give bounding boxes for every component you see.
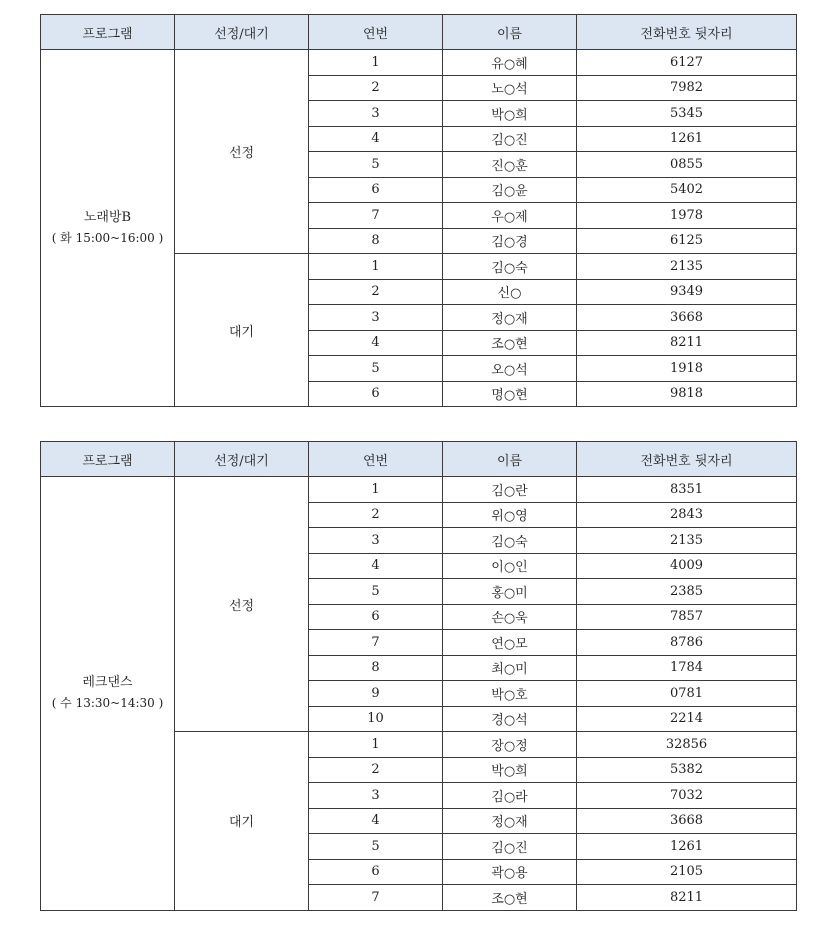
name-cell: 홍○미: [443, 579, 577, 605]
group-label-cell: 선정: [175, 477, 309, 732]
serial-number-cell: 4: [309, 808, 443, 834]
phone-cell: 32856: [577, 732, 797, 758]
group-label-cell: 대기: [175, 254, 309, 407]
program-table-2: [40, 441, 797, 911]
header-program: 프로그램: [41, 15, 175, 50]
table-header: [41, 442, 797, 477]
phone-cell: 0781: [577, 681, 797, 707]
phone-cell: 2385: [577, 579, 797, 605]
phone-cell: 1261: [577, 834, 797, 860]
name-cell: 김○진: [443, 834, 577, 860]
name-cell: 곽○용: [443, 859, 577, 885]
serial-number-cell: 8: [309, 228, 443, 254]
name-cell: 김○경: [443, 228, 577, 254]
group-label-cell: 대기: [175, 732, 309, 911]
name-cell: 명○현: [443, 381, 577, 407]
phone-cell: 7982: [577, 75, 797, 101]
phone-cell: 3668: [577, 305, 797, 331]
serial-number-cell: 7: [309, 203, 443, 229]
name-cell: 정○재: [443, 305, 577, 331]
serial-number-cell: 9: [309, 681, 443, 707]
header-selection-status: 선정/대기: [175, 442, 309, 477]
phone-cell: 9349: [577, 279, 797, 305]
serial-number-cell: 4: [309, 553, 443, 579]
serial-number-cell: 1: [309, 50, 443, 76]
program-cell: [41, 477, 175, 911]
name-cell: 김○란: [443, 477, 577, 503]
group-label-cell: 선정: [175, 50, 309, 254]
name-cell: 신○: [443, 279, 577, 305]
serial-number-cell: 6: [309, 381, 443, 407]
name-cell: 김○숙: [443, 254, 577, 280]
program-name: 레크댄스: [82, 675, 133, 691]
name-cell: 최○미: [443, 655, 577, 681]
program-time: ( 수 13:30~14:30 ): [51, 696, 164, 711]
header-serial-number: 연번: [309, 15, 443, 50]
name-cell: 박○희: [443, 101, 577, 127]
phone-cell: 2135: [577, 528, 797, 554]
phone-cell: 5382: [577, 757, 797, 783]
table-row: [41, 50, 797, 76]
phone-cell: 2105: [577, 859, 797, 885]
serial-number-cell: 6: [309, 859, 443, 885]
phone-cell: 5402: [577, 177, 797, 203]
table-row: [41, 477, 797, 503]
table-body: [41, 477, 797, 911]
name-cell: 우○제: [443, 203, 577, 229]
serial-number-cell: 10: [309, 706, 443, 732]
table-header: [41, 15, 797, 50]
phone-cell: 6127: [577, 50, 797, 76]
phone-cell: 3668: [577, 808, 797, 834]
name-cell: 노○석: [443, 75, 577, 101]
serial-number-cell: 6: [309, 177, 443, 203]
header-phone-last-digits: 전화번호 뒷자리: [577, 15, 797, 50]
name-cell: 연○모: [443, 630, 577, 656]
serial-number-cell: 2: [309, 75, 443, 101]
serial-number-cell: 2: [309, 502, 443, 528]
header-name: 이름: [443, 15, 577, 50]
serial-number-cell: 1: [309, 254, 443, 280]
program-time: ( 화 15:00~16:00 ): [51, 231, 164, 245]
serial-number-cell: 4: [309, 126, 443, 152]
name-cell: 김○윤: [443, 177, 577, 203]
serial-number-cell: 8: [309, 655, 443, 681]
name-cell: 오○석: [443, 356, 577, 382]
name-cell: 김○라: [443, 783, 577, 809]
serial-number-cell: 3: [309, 305, 443, 331]
phone-cell: 7032: [577, 783, 797, 809]
name-cell: 손○욱: [443, 604, 577, 630]
phone-cell: 2135: [577, 254, 797, 280]
name-cell: 김○숙: [443, 528, 577, 554]
phone-cell: 0855: [577, 152, 797, 178]
phone-cell: 6125: [577, 228, 797, 254]
serial-number-cell: 2: [309, 279, 443, 305]
program-name: 노래방B: [83, 210, 132, 225]
header-name: 이름: [443, 442, 577, 477]
program-table-1: [40, 14, 797, 407]
serial-number-cell: 3: [309, 101, 443, 127]
phone-cell: 1784: [577, 655, 797, 681]
phone-cell: 8211: [577, 885, 797, 911]
phone-cell: 8351: [577, 477, 797, 503]
phone-cell: 1918: [577, 356, 797, 382]
name-cell: 조○현: [443, 330, 577, 356]
phone-cell: 1261: [577, 126, 797, 152]
phone-cell: 2214: [577, 706, 797, 732]
serial-number-cell: 3: [309, 783, 443, 809]
serial-number-cell: 2: [309, 757, 443, 783]
serial-number-cell: 4: [309, 330, 443, 356]
header-serial-number: 연번: [309, 442, 443, 477]
name-cell: 진○훈: [443, 152, 577, 178]
name-cell: 김○진: [443, 126, 577, 152]
name-cell: 위○영: [443, 502, 577, 528]
serial-number-cell: 7: [309, 630, 443, 656]
header-phone-last-digits: 전화번호 뒷자리: [577, 442, 797, 477]
serial-number-cell: 7: [309, 885, 443, 911]
name-cell: 장○정: [443, 732, 577, 758]
table-body: [41, 50, 797, 407]
serial-number-cell: 1: [309, 477, 443, 503]
name-cell: 유○혜: [443, 50, 577, 76]
phone-cell: 9818: [577, 381, 797, 407]
header-selection-status: 선정/대기: [175, 15, 309, 50]
phone-cell: 2843: [577, 502, 797, 528]
serial-number-cell: 5: [309, 834, 443, 860]
name-cell: 경○석: [443, 706, 577, 732]
serial-number-cell: 6: [309, 604, 443, 630]
name-cell: 박○희: [443, 757, 577, 783]
phone-cell: 8211: [577, 330, 797, 356]
name-cell: 정○재: [443, 808, 577, 834]
phone-cell: 8786: [577, 630, 797, 656]
serial-number-cell: 5: [309, 356, 443, 382]
serial-number-cell: 3: [309, 528, 443, 554]
name-cell: 조○현: [443, 885, 577, 911]
name-cell: 이○인: [443, 553, 577, 579]
program-cell: [41, 50, 175, 407]
header-program: 프로그램: [41, 442, 175, 477]
serial-number-cell: 1: [309, 732, 443, 758]
serial-number-cell: 5: [309, 579, 443, 605]
phone-cell: 4009: [577, 553, 797, 579]
phone-cell: 1978: [577, 203, 797, 229]
serial-number-cell: 5: [309, 152, 443, 178]
phone-cell: 7857: [577, 604, 797, 630]
phone-cell: 5345: [577, 101, 797, 127]
name-cell: 박○호: [443, 681, 577, 707]
